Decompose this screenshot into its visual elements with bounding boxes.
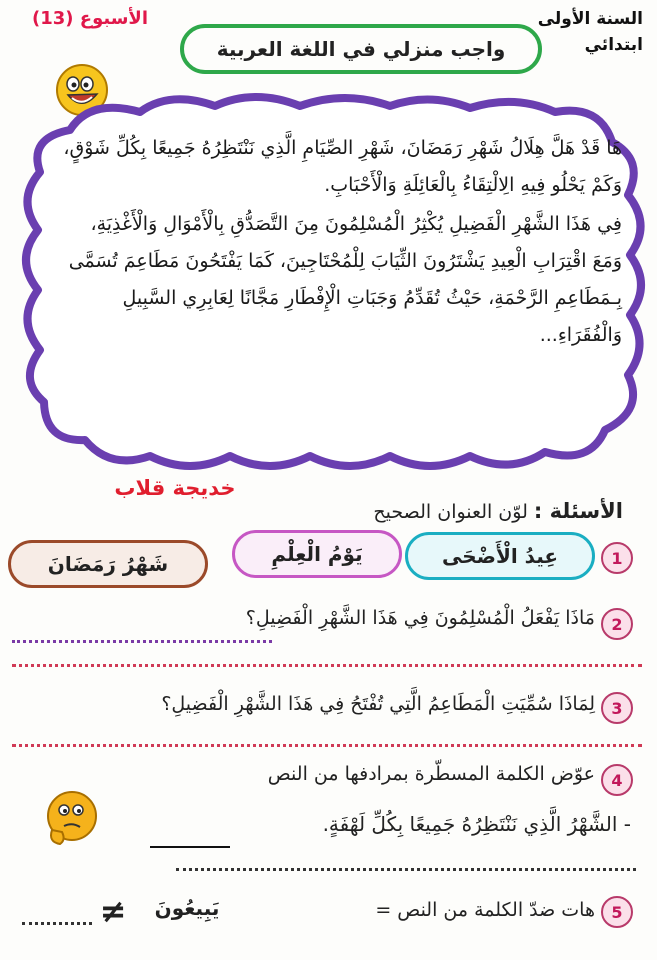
title-option-eid-adha[interactable] bbox=[405, 532, 595, 580]
passage-text bbox=[62, 130, 622, 356]
answer-line[interactable] bbox=[12, 664, 642, 667]
question-number-3: 3 bbox=[601, 692, 633, 724]
question-5-text: هات ضدّ الكلمة من النص = bbox=[375, 899, 595, 921]
questions-heading bbox=[173, 498, 623, 525]
title-option-ramadan[interactable] bbox=[8, 540, 208, 588]
title-option-label: يَوْمُ الْعِلْمِ bbox=[271, 542, 363, 566]
passage-paragraph-1: هَا قَدْ هَلَّ هِلَالُ شَهْرِ رَمَضَانَ، شَهْرِ الصِّيَامِ الَّذِي نَنْتَظِرُهُ جَمِيعًا بِكُلِّ شَوْقٍ، وَكَمْ يَحْلُو فِيهِ الِالْتِقَاءُ بِالْعَائِلَةِ وَالْأَحْبَابِ. bbox=[63, 137, 622, 196]
question-number-2: 2 bbox=[601, 608, 633, 640]
page-title-text: واجب منزلي في اللغة العربية bbox=[216, 37, 506, 61]
grade-line-2: ابتدائي bbox=[584, 35, 643, 55]
title-option-label: شَهْرُ رَمَضَانَ bbox=[47, 552, 169, 576]
underlined-word-mark bbox=[150, 846, 230, 848]
question-4-text: عوّض الكلمة المسطّرة بمرادفها من النص bbox=[267, 763, 595, 785]
answer-line[interactable] bbox=[22, 922, 92, 925]
question-number-4: 4 bbox=[601, 764, 633, 796]
title-option-label: عِيدُ الْأَضْحَى bbox=[441, 544, 559, 568]
answer-line[interactable] bbox=[12, 640, 272, 643]
answer-line[interactable] bbox=[176, 868, 636, 871]
questions-instruction: لوّن العنوان الصحيح bbox=[373, 501, 528, 523]
grade-line-1: السنة الأولى bbox=[537, 9, 643, 29]
passage-paragraph-2: فِي هَذَا الشَّهْرِ الْفَضِيلِ يُكْثِرُ الْمُسْلِمُونَ مِنَ التَّصَدُّقِ بِالْأَمْوَالِ وَالْأَغْذِيَةِ، وَمَعَ اقْتِرَابِ الْعِيدِ يَشْتَرُونَ الثِّيَابَ لِلْمُحْتَاجِينَ، كَمَا يَفْتَحُونَ مَطَاعِمَ تُسَمَّى بِـمَطَاعِمِ الرَّحْمَةِ، حَيْثُ تُقَدِّمُ وَجَبَاتِ الْإِفْطَارِ مَجَّانًا لِعَابِرِي السَّبِيلِ وَالْفُقَرَاءِ... bbox=[68, 213, 622, 346]
title-option-science-day[interactable] bbox=[232, 530, 402, 578]
grade-label bbox=[533, 6, 643, 58]
question-3-text: لِمَاذَا سُمِّيَتِ الْمَطَاعِمُ الَّتِي تُفْتَحُ فِي هَذَا الشَّهْرِ الْفَضِيلِ؟ bbox=[161, 693, 595, 715]
question-2-text: مَاذَا يَفْعَلُ الْمُسْلِمُونَ فِي هَذَا الشَّهْرِ الْفَضِيلِ؟ bbox=[245, 607, 595, 629]
page-title bbox=[180, 24, 542, 74]
author-name: خديجة قلاب bbox=[114, 476, 236, 500]
week-label: الأسبوع (13) bbox=[32, 8, 148, 29]
question-number-5: 5 bbox=[601, 896, 633, 928]
question-4-example: - الشَّهْرُ الَّذِي نَنْتَظِرُهُ جَمِيعًا بِكُلِّ لَهْفَةٍ. bbox=[322, 812, 631, 836]
not-equal-sign: ≠ bbox=[99, 892, 127, 930]
answer-line[interactable] bbox=[12, 744, 642, 747]
smiley-thinking-icon bbox=[44, 788, 100, 848]
questions-label: الأسئلة : bbox=[533, 499, 623, 523]
question-number-1: 1 bbox=[601, 542, 633, 574]
question-5-word: يَبِيعُونَ bbox=[154, 896, 220, 920]
